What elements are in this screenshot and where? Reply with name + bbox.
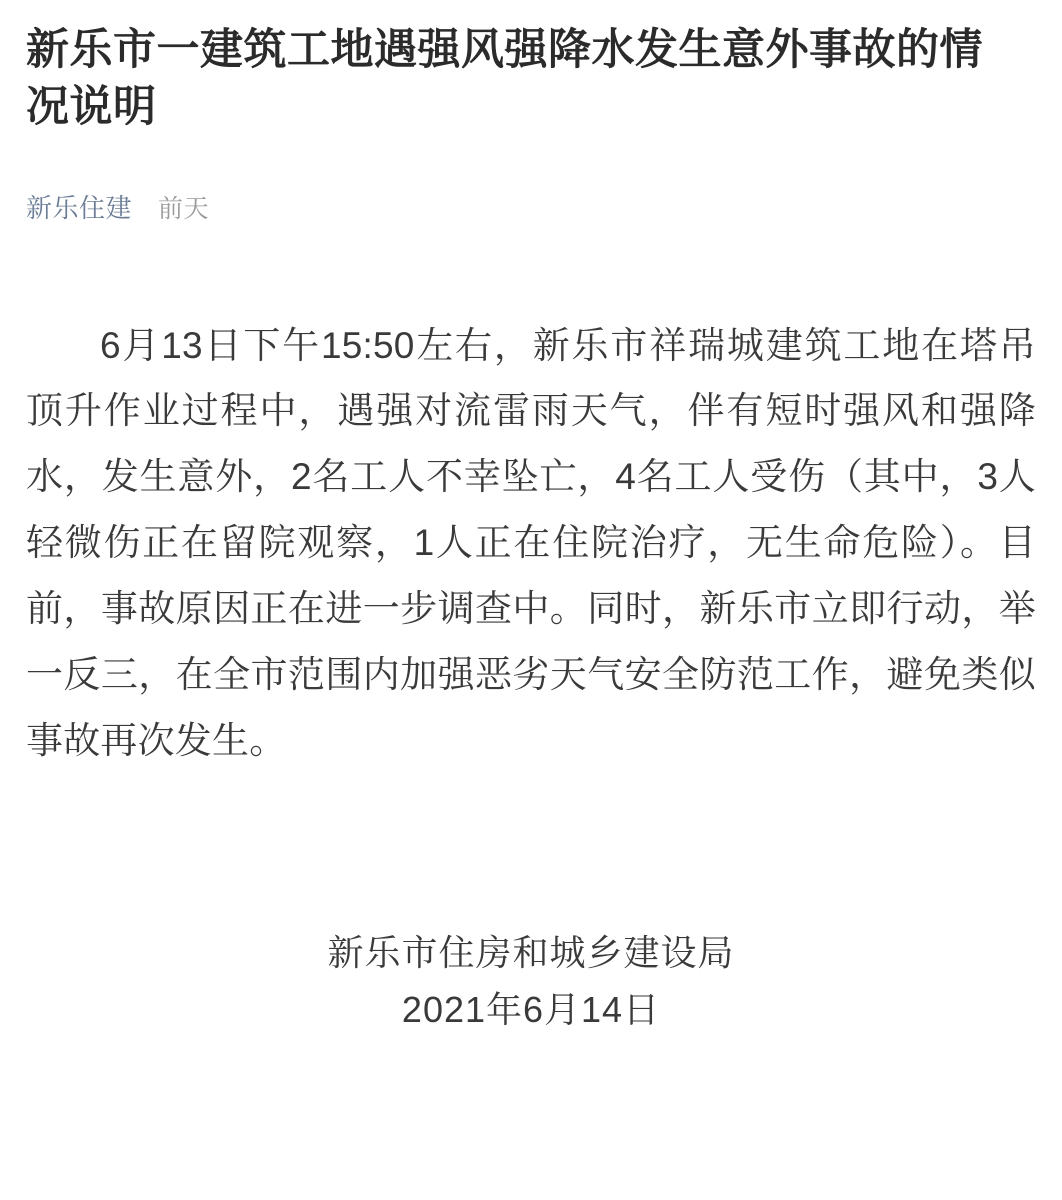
article-meta: [26, 188, 1036, 225]
article-body: [26, 313, 1036, 774]
account-name-link[interactable]: 新乐住建: [26, 192, 133, 223]
publish-time: 前天: [158, 194, 210, 223]
signature-issuer: 新乐市住房和城乡建设局: [327, 931, 735, 973]
body-paragraph: 6月13日下午15:50左右，新乐市祥瑞城建筑工地在塔吊顶升作业过程中，遇强对流雷雨天气，伴有短时强风和强降水，发生意外，2名工人不幸坠亡，4名工人受伤（其中，3人轻微伤正在留院观察，1人正在住院治疗，无生命危险）。目前，事故原因正在进一步调查中。同时，新乐市立即行动，举一反三，在全市范围内加强恶劣天气安全防范工作，避免类似事故再次发生。: [26, 324, 1036, 761]
signature-date: 2021年6月14日: [401, 989, 661, 1031]
page-title: 新乐市一建筑工地遇强风强降水发生意外事故的情况说明: [26, 26, 983, 131]
signature-block: [26, 924, 1036, 1049]
